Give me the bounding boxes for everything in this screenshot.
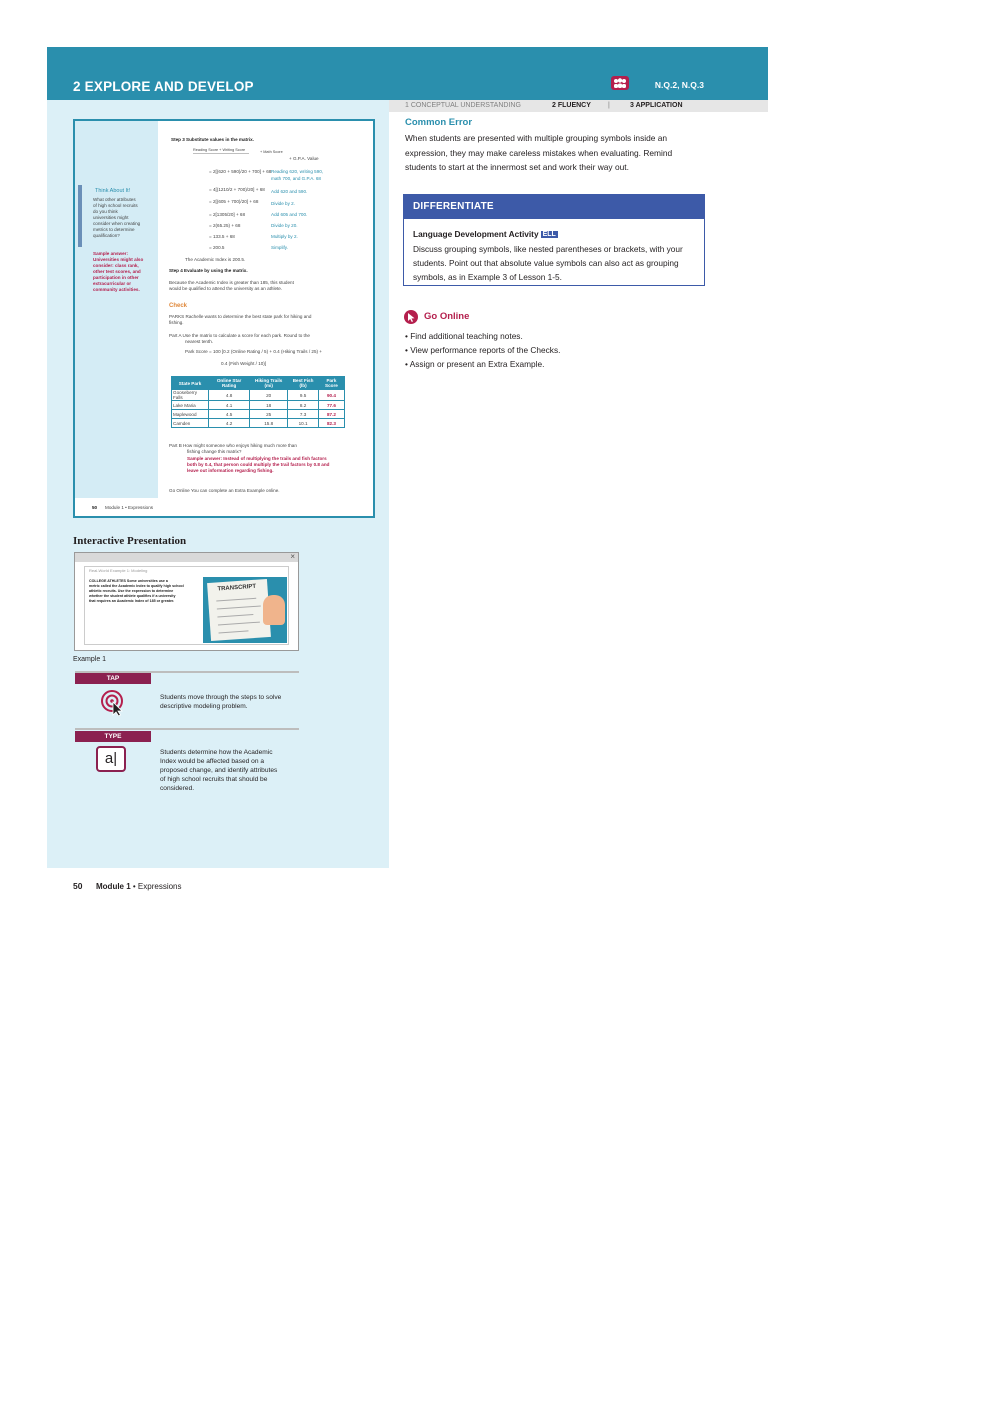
think-answer: consider: class rank, [93, 263, 139, 268]
go-online-item[interactable]: • Find additional teaching notes. [405, 331, 523, 341]
step3-label: Step 3 Substitute values in the matrix. [171, 137, 254, 142]
rigor-strip [389, 100, 768, 112]
screen-line: whether the student athlete qualifies if a university [89, 594, 176, 598]
table-cell: 15.8 [250, 419, 288, 428]
table-header: Park Score [318, 377, 344, 390]
activity-title: Language Development Activity [413, 229, 539, 239]
type-text-line: Index would be affected based on a [160, 758, 264, 765]
common-error-title: Common Error [405, 117, 473, 128]
hand-image [263, 595, 285, 625]
eq-line: = 4[(1210/2 + 700)/20] + 68 [209, 187, 265, 192]
rigor-conceptual: 1 CONCEPTUAL UNDERSTANDING [405, 102, 521, 109]
differentiate-title: DIFFERENTIATE [413, 201, 494, 212]
check-heading: Check [169, 303, 188, 309]
transcript-paper [207, 579, 271, 641]
table-cell: Gooseberry Falls [172, 390, 209, 401]
section-title: 2 EXPLORE AND DEVELOP [73, 79, 254, 94]
part-a-prompt: Part A Use the matrix to calculate a score for each park. Round to the [169, 333, 310, 338]
think-question: universities might [93, 215, 129, 220]
section-header [47, 47, 768, 100]
footer-bullet: • [130, 882, 138, 891]
eq-note: Add 620 and 590. [271, 189, 308, 194]
presentation-preview[interactable] [74, 552, 299, 651]
think-question: do you think [93, 209, 118, 214]
group-icon [611, 76, 629, 90]
divider [75, 728, 299, 730]
table-cell: 87.2 [318, 410, 344, 419]
type-description [160, 748, 277, 793]
table-cell: 8.2 [288, 401, 319, 410]
table-cell: 4.8 [209, 390, 250, 401]
rigor-fluency: 2 FLUENCY [552, 102, 591, 109]
go-online-item[interactable]: • View performance reports of the Checks. [405, 345, 561, 355]
type-text-line: of high school recruits that should be [160, 776, 268, 783]
tap-label: TAP [75, 673, 151, 684]
go-online-list [405, 329, 560, 371]
interactive-title: Interactive Presentation [73, 535, 187, 547]
thumb-page-num: 50 [92, 505, 98, 510]
park-table [171, 376, 345, 428]
screen-line: athletic recruits. Use the expression to determine [89, 589, 174, 593]
table-cell: 90.4 [318, 390, 344, 401]
type-label: TYPE [75, 731, 151, 742]
part-b-answer: leave out information regarding fishing. [187, 468, 274, 473]
ell-badge: ELL [542, 231, 556, 238]
thumb-go-online: Go Online You can complete an Extra Example online. [169, 488, 280, 493]
differentiate-subtitle [413, 229, 558, 239]
standards-label: N.Q.2, N.Q.3 [654, 80, 704, 90]
index-result: The Academic Index is 200.5. [185, 257, 246, 262]
table-cell: 7.3 [288, 410, 319, 419]
table-header: Online Star Rating [209, 377, 250, 390]
think-answer: participation in other [93, 275, 139, 280]
type-text-line: Students determine how the Academic [160, 749, 273, 756]
table-header: State Park [172, 377, 209, 390]
think-question: qualification? [93, 233, 120, 238]
transcript-image [203, 577, 287, 643]
step4-body: would be qualified to attend the university as an athlete. [169, 286, 283, 291]
type-text-line: considered. [160, 785, 195, 792]
table-cell: Lake Maria [172, 401, 209, 410]
tap-text-line: Students move through the steps to solve [160, 694, 282, 701]
think-question: metrics to determine [93, 227, 135, 232]
preview-screen [84, 566, 289, 645]
go-online-icon[interactable] [404, 310, 418, 324]
screen-line: that requires an Academic Index of 185 or greater. [89, 599, 175, 603]
table-cell: 9.5 [288, 390, 319, 401]
go-online-title[interactable]: Go Online [424, 311, 470, 322]
math-score-label: + Math Score [260, 150, 283, 154]
example-label: Example 1 [73, 656, 107, 663]
eq-line: = 2[(605 + 700)/20] + 68 [209, 199, 259, 204]
table-cell: 20 [250, 390, 288, 401]
tap-description [160, 693, 281, 711]
table-row [172, 390, 345, 401]
table-row [172, 401, 345, 410]
tap-text-line: descriptive modeling problem. [160, 703, 248, 710]
differentiate-box [403, 194, 705, 286]
footer-module-name: Module 1 [96, 882, 131, 891]
part-b-answer: Sample answer: Instead of multiplying the trails and fish factors [187, 456, 327, 461]
table-header: Hiking Trails (mi) [250, 377, 288, 390]
tap-icon [101, 690, 126, 716]
eq-line: = 2(65.25) + 68 [209, 223, 241, 228]
table-cell: 4.2 [209, 419, 250, 428]
eq-note: Multiply by 2. [271, 234, 298, 239]
preview-titlebar [75, 553, 298, 562]
eq-note: Divide by 20. [271, 223, 298, 228]
part-b-prompt: fishing change this matrix? [187, 449, 242, 454]
think-question: consider when creating [93, 221, 141, 226]
close-icon[interactable]: × [290, 552, 295, 561]
go-online-item[interactable]: • Assign or present an Extra Example. [405, 359, 545, 369]
eq-note: Add 605 and 700. [271, 212, 308, 217]
eq-line: = 133.5 + 68 [209, 234, 235, 239]
footer-topic: Expressions [137, 882, 182, 891]
table-cell: 18 [250, 401, 288, 410]
eq-line: = 200.5 [209, 245, 225, 250]
eq-note: Divide by 2. [271, 201, 296, 206]
think-answer: extracurricular or [93, 281, 132, 286]
think-question: What other attributes [93, 197, 136, 202]
differentiate-body: Discuss grouping symbols, like nested parentheses or brackets, with your students. Point out that absolute value symbols can also act as grouping symbols, as in Example 3 of Lesson 1-5. [413, 244, 683, 282]
part-b-prompt: Part B How might someone who enjoys hiking much more than [169, 443, 297, 448]
park-formula: Park Score = 100 [0.2 (Online Rating / 5) + 0.4 (Hiking Trails / 25) + [185, 349, 322, 354]
type-icon: a| [96, 746, 126, 772]
part-b-answer: both by 0.4, that person could multiply the trail factors by 0.8 and [187, 462, 330, 467]
think-answer: community activities. [93, 287, 140, 292]
park-formula: 0.4 (Fish Weight / 10)] [221, 361, 267, 366]
footer-module [96, 882, 182, 891]
eq-line: = 2[1305/20] + 68 [209, 212, 246, 217]
table-cell: Camden [172, 419, 209, 428]
think-about-it-title: Think About It! [95, 188, 131, 194]
type-text-line: proposed change, and identify attributes [160, 767, 278, 774]
transcript-label: TRANSCRIPT [217, 583, 257, 593]
differentiate-header [404, 195, 704, 219]
think-answer: other test scores, and [93, 269, 141, 274]
step4-label: Step 4 Evaluate by using the matrix. [169, 268, 248, 273]
table-cell: 4.1 [209, 401, 250, 410]
table-cell: 82.3 [318, 419, 344, 428]
part-a-prompt: nearest tenth. [185, 339, 214, 344]
thumb-module: Module 1 • Expressions [105, 505, 154, 510]
think-question: of high school recruits [93, 203, 138, 208]
table-row [172, 410, 345, 419]
think-answer: Universities might also [93, 257, 144, 262]
table-cell: 10.1 [288, 419, 319, 428]
common-error-body: When students are presented with multiple grouping symbols inside an expression, they may make careless mistakes when evaluating. Remind students to start at the innermost set and work their way out. [405, 133, 673, 172]
table-header: Best Fish (lb) [288, 377, 319, 390]
eq-note: Simplify. [271, 245, 289, 250]
table-cell: 77.6 [318, 401, 344, 410]
think-answer: Sample answer: [93, 251, 128, 256]
table-cell: 4.5 [209, 410, 250, 419]
parks-prompt: fishing. [169, 320, 184, 325]
table-cell: 25 [250, 410, 288, 419]
screen-line: COLLEGE ATHLETES Some universities use a [89, 579, 168, 583]
eq-line: = 2[(620 + 590)/20 + 700] + 68 [209, 169, 272, 174]
page-number: 50 [73, 881, 83, 891]
rigor-application: 3 APPLICATION [630, 102, 683, 109]
reading-score-label: Reading Score + Writing Score [193, 148, 246, 152]
gpa-label: + G.P.A. Value [289, 156, 319, 161]
eq-note: Reading 620, writing 590, [271, 169, 324, 174]
page-thumbnail [73, 119, 375, 518]
rigor-separator: | [608, 102, 610, 109]
screen-title: Real-World Example 1: Modeling [89, 568, 148, 573]
screen-line: metric called the Academic Index to qualify high school [89, 584, 184, 588]
thumbnail-sidebar [75, 121, 158, 498]
step4-body: Because the Academic Index is greater than 185, this student [169, 280, 294, 285]
table-cell: Maplewood [172, 410, 209, 419]
table-row [172, 419, 345, 428]
eq-note: math 700, and G.P.A. 68 [271, 176, 321, 181]
parks-prompt: PARKS Rachelle wants to determine the best state park for hiking and [169, 314, 312, 319]
